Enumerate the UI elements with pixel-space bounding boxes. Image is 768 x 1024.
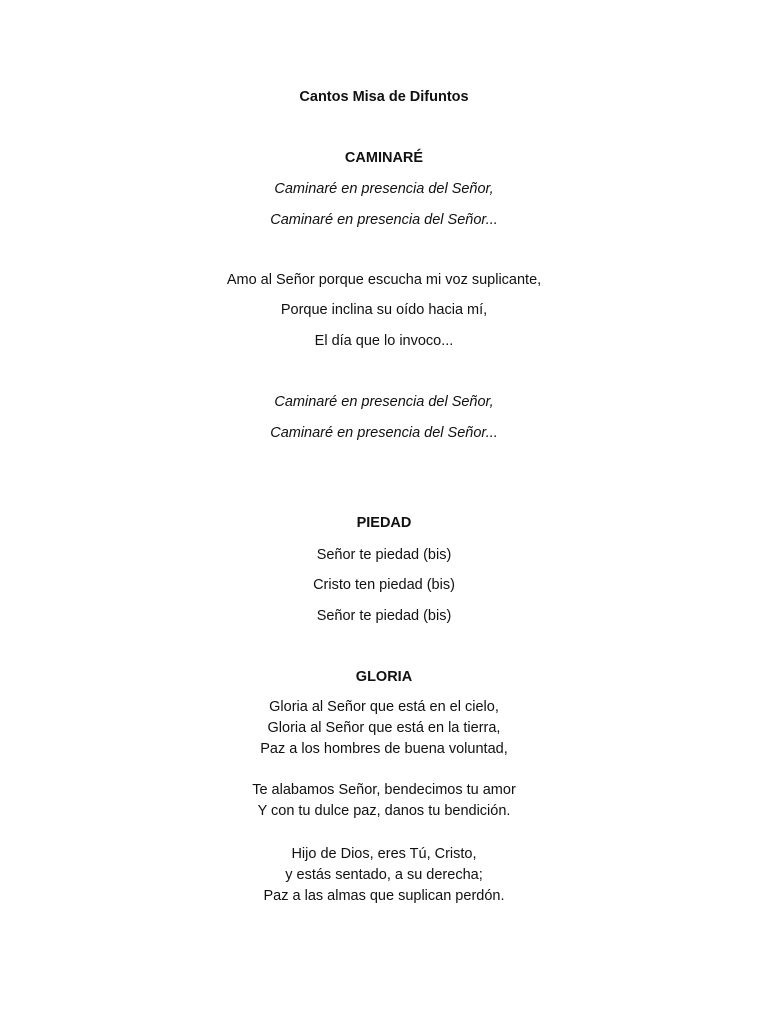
verse-line: Porque inclina su oído hacia mí, [280, 302, 488, 318]
refrain-line: Caminaré en presencia del Señor, [274, 181, 494, 197]
gloria-line: Hijo de Dios, eres Tú, Cristo, [291, 846, 477, 862]
verse-line: Amo al Señor porque escucha mi voz suplicante, [226, 272, 542, 288]
gloria-line: Paz a las almas que suplican perdón. [263, 888, 505, 904]
gloria-line: y estás sentado, a su derecha; [285, 867, 483, 883]
piedad-line: Señor te piedad (bis) [316, 547, 452, 563]
gloria-line: Gloria al Señor que está en el cielo, [269, 699, 499, 715]
gloria-line: Paz a los hombres de buena voluntad, [260, 741, 508, 757]
gloria-line: Y con tu dulce paz, danos tu bendición. [257, 803, 511, 819]
gloria-line: Te alabamos Señor, bendecimos tu amor [252, 782, 516, 798]
piedad-line: Cristo ten piedad (bis) [313, 577, 455, 593]
gloria-line: Gloria al Señor que está en la tierra, [267, 720, 501, 736]
section-heading-gloria: GLORIA [355, 669, 413, 685]
section-heading-caminare: CAMINARÉ [344, 150, 424, 166]
piedad-line: Señor te piedad (bis) [316, 608, 452, 624]
refrain-line: Caminaré en presencia del Señor, [274, 394, 494, 410]
verse-line: El día que lo invoco... [314, 333, 454, 349]
section-heading-piedad: PIEDAD [356, 515, 412, 531]
refrain-line: Caminaré en presencia del Señor... [270, 425, 498, 441]
document-title: Cantos Misa de Difuntos [299, 89, 469, 105]
refrain-line: Caminaré en presencia del Señor... [270, 212, 498, 228]
